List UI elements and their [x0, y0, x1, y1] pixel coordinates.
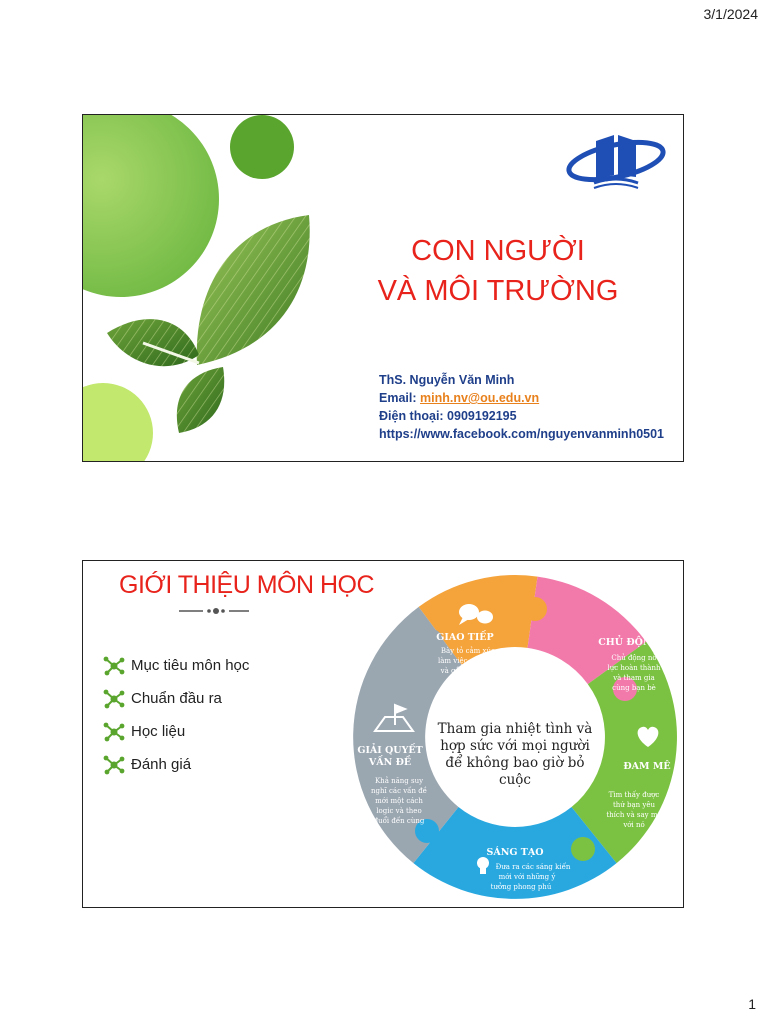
- svg-text:bạn bè: bạn bè: [456, 677, 482, 685]
- segment-title: SÁNG TẠO: [486, 847, 544, 858]
- svg-text:cuộc: cuộc: [499, 772, 531, 788]
- svg-text:thứ bạn yêu: thứ bạn yêu: [612, 801, 656, 809]
- segment-title: ĐAM MÊ: [623, 761, 671, 772]
- segment-title: GIẢI QUYẾT: [357, 745, 423, 756]
- title-slide: [82, 114, 684, 462]
- list-item: [103, 649, 249, 682]
- contact-info: [379, 371, 664, 443]
- svg-text:Khả năng suy: Khả năng suy: [374, 777, 424, 785]
- segment-desc: [371, 776, 427, 825]
- email-label: Email:: [379, 391, 420, 405]
- svg-text:tưởng phong phú: tưởng phong phú: [490, 883, 552, 891]
- svg-text:và tham gia: và tham gia: [613, 674, 655, 682]
- list-item-label: Chuẩn đầu ra: [131, 690, 222, 707]
- svg-text:nghĩ các vấn đề: nghĩ các vấn đề: [371, 787, 427, 795]
- molecule-bullet-icon: [103, 688, 125, 710]
- svg-text:để không bao giờ bỏ: để không bao giờ bỏ: [445, 755, 585, 771]
- svg-text:hợp sức với mọi người: hợp sức với mọi người: [440, 738, 590, 754]
- list-item: [103, 682, 249, 715]
- segment-title: CHỦ ĐỘNG: [598, 637, 660, 648]
- svg-text:lực hoàn thành: lực hoàn thành: [607, 664, 661, 672]
- title-line-1: CON NGƯỜI: [411, 235, 585, 267]
- svg-text:đuổi đến cùng: đuổi đến cùng: [373, 817, 425, 825]
- segment-title: VẤN ĐỀ: [368, 757, 412, 768]
- molecule-bullet-icon: [103, 655, 125, 677]
- list-item-label: Đánh giá: [131, 756, 192, 773]
- svg-text:logic và theo: logic và theo: [376, 807, 422, 815]
- university-logo: [566, 125, 666, 193]
- list-item: [103, 715, 249, 748]
- svg-text:và gắn kết cùng: và gắn kết cùng: [440, 667, 498, 675]
- intro-slide: [82, 560, 684, 908]
- svg-text:mới một cách: mới một cách: [375, 797, 423, 805]
- molecule-bullet-icon: [103, 721, 125, 743]
- author-name: ThS. Nguyễn Văn Minh: [379, 373, 515, 387]
- title-line-2: VÀ MÔI TRƯỜNG: [377, 275, 619, 307]
- page-date: 3/1/2024: [703, 6, 758, 22]
- slide2-title: GIỚI THIỆU MÔN HỌC: [119, 571, 375, 599]
- phone-row: Điện thoại: 0909192195: [379, 409, 517, 423]
- knob-dam-me: [571, 837, 595, 861]
- svg-text:Chủ động nỗ: Chủ động nỗ: [611, 654, 657, 662]
- svg-text:Tham gia nhiệt tình và: Tham gia nhiệt tình và: [437, 721, 593, 737]
- page-number: 1: [748, 996, 756, 1012]
- topic-list: [103, 649, 249, 781]
- leaf-illustration: [83, 115, 333, 445]
- svg-text:Tìm thấy được: Tìm thấy được: [608, 791, 660, 799]
- facebook-link[interactable]: https://www.facebook.com/nguyenvanminh0501: [379, 427, 665, 441]
- skills-wheel-diagram: [345, 569, 684, 903]
- svg-text:Đưa ra các sáng kiến: Đưa ra các sáng kiến: [495, 863, 571, 871]
- email-link[interactable]: minh.nv@ou.edu.vn: [420, 391, 540, 405]
- svg-text:làm việc chặt chẽ: làm việc chặt chẽ: [438, 657, 500, 665]
- svg-text:cùng bạn bè: cùng bạn bè: [612, 684, 656, 692]
- svg-text:thích và say mê: thích và say mê: [606, 811, 662, 819]
- list-item-label: Mục tiêu môn học: [131, 657, 250, 674]
- svg-text:Bày tỏ cảm xúc,: Bày tỏ cảm xúc,: [440, 647, 498, 655]
- email-row: [379, 389, 664, 407]
- key-icon: [637, 603, 659, 627]
- knob-giao-tiep: [523, 597, 547, 621]
- segment-title: GIAO TIẾP: [436, 632, 494, 643]
- title-divider: [179, 605, 249, 617]
- molecule-bullet-icon: [103, 754, 125, 776]
- slide1-title: [333, 231, 663, 311]
- list-item: [103, 748, 249, 781]
- list-item-label: Học liệu: [131, 723, 186, 740]
- svg-text:mới với những ý: mới với những ý: [498, 873, 556, 881]
- svg-text:với nó: với nó: [623, 821, 645, 829]
